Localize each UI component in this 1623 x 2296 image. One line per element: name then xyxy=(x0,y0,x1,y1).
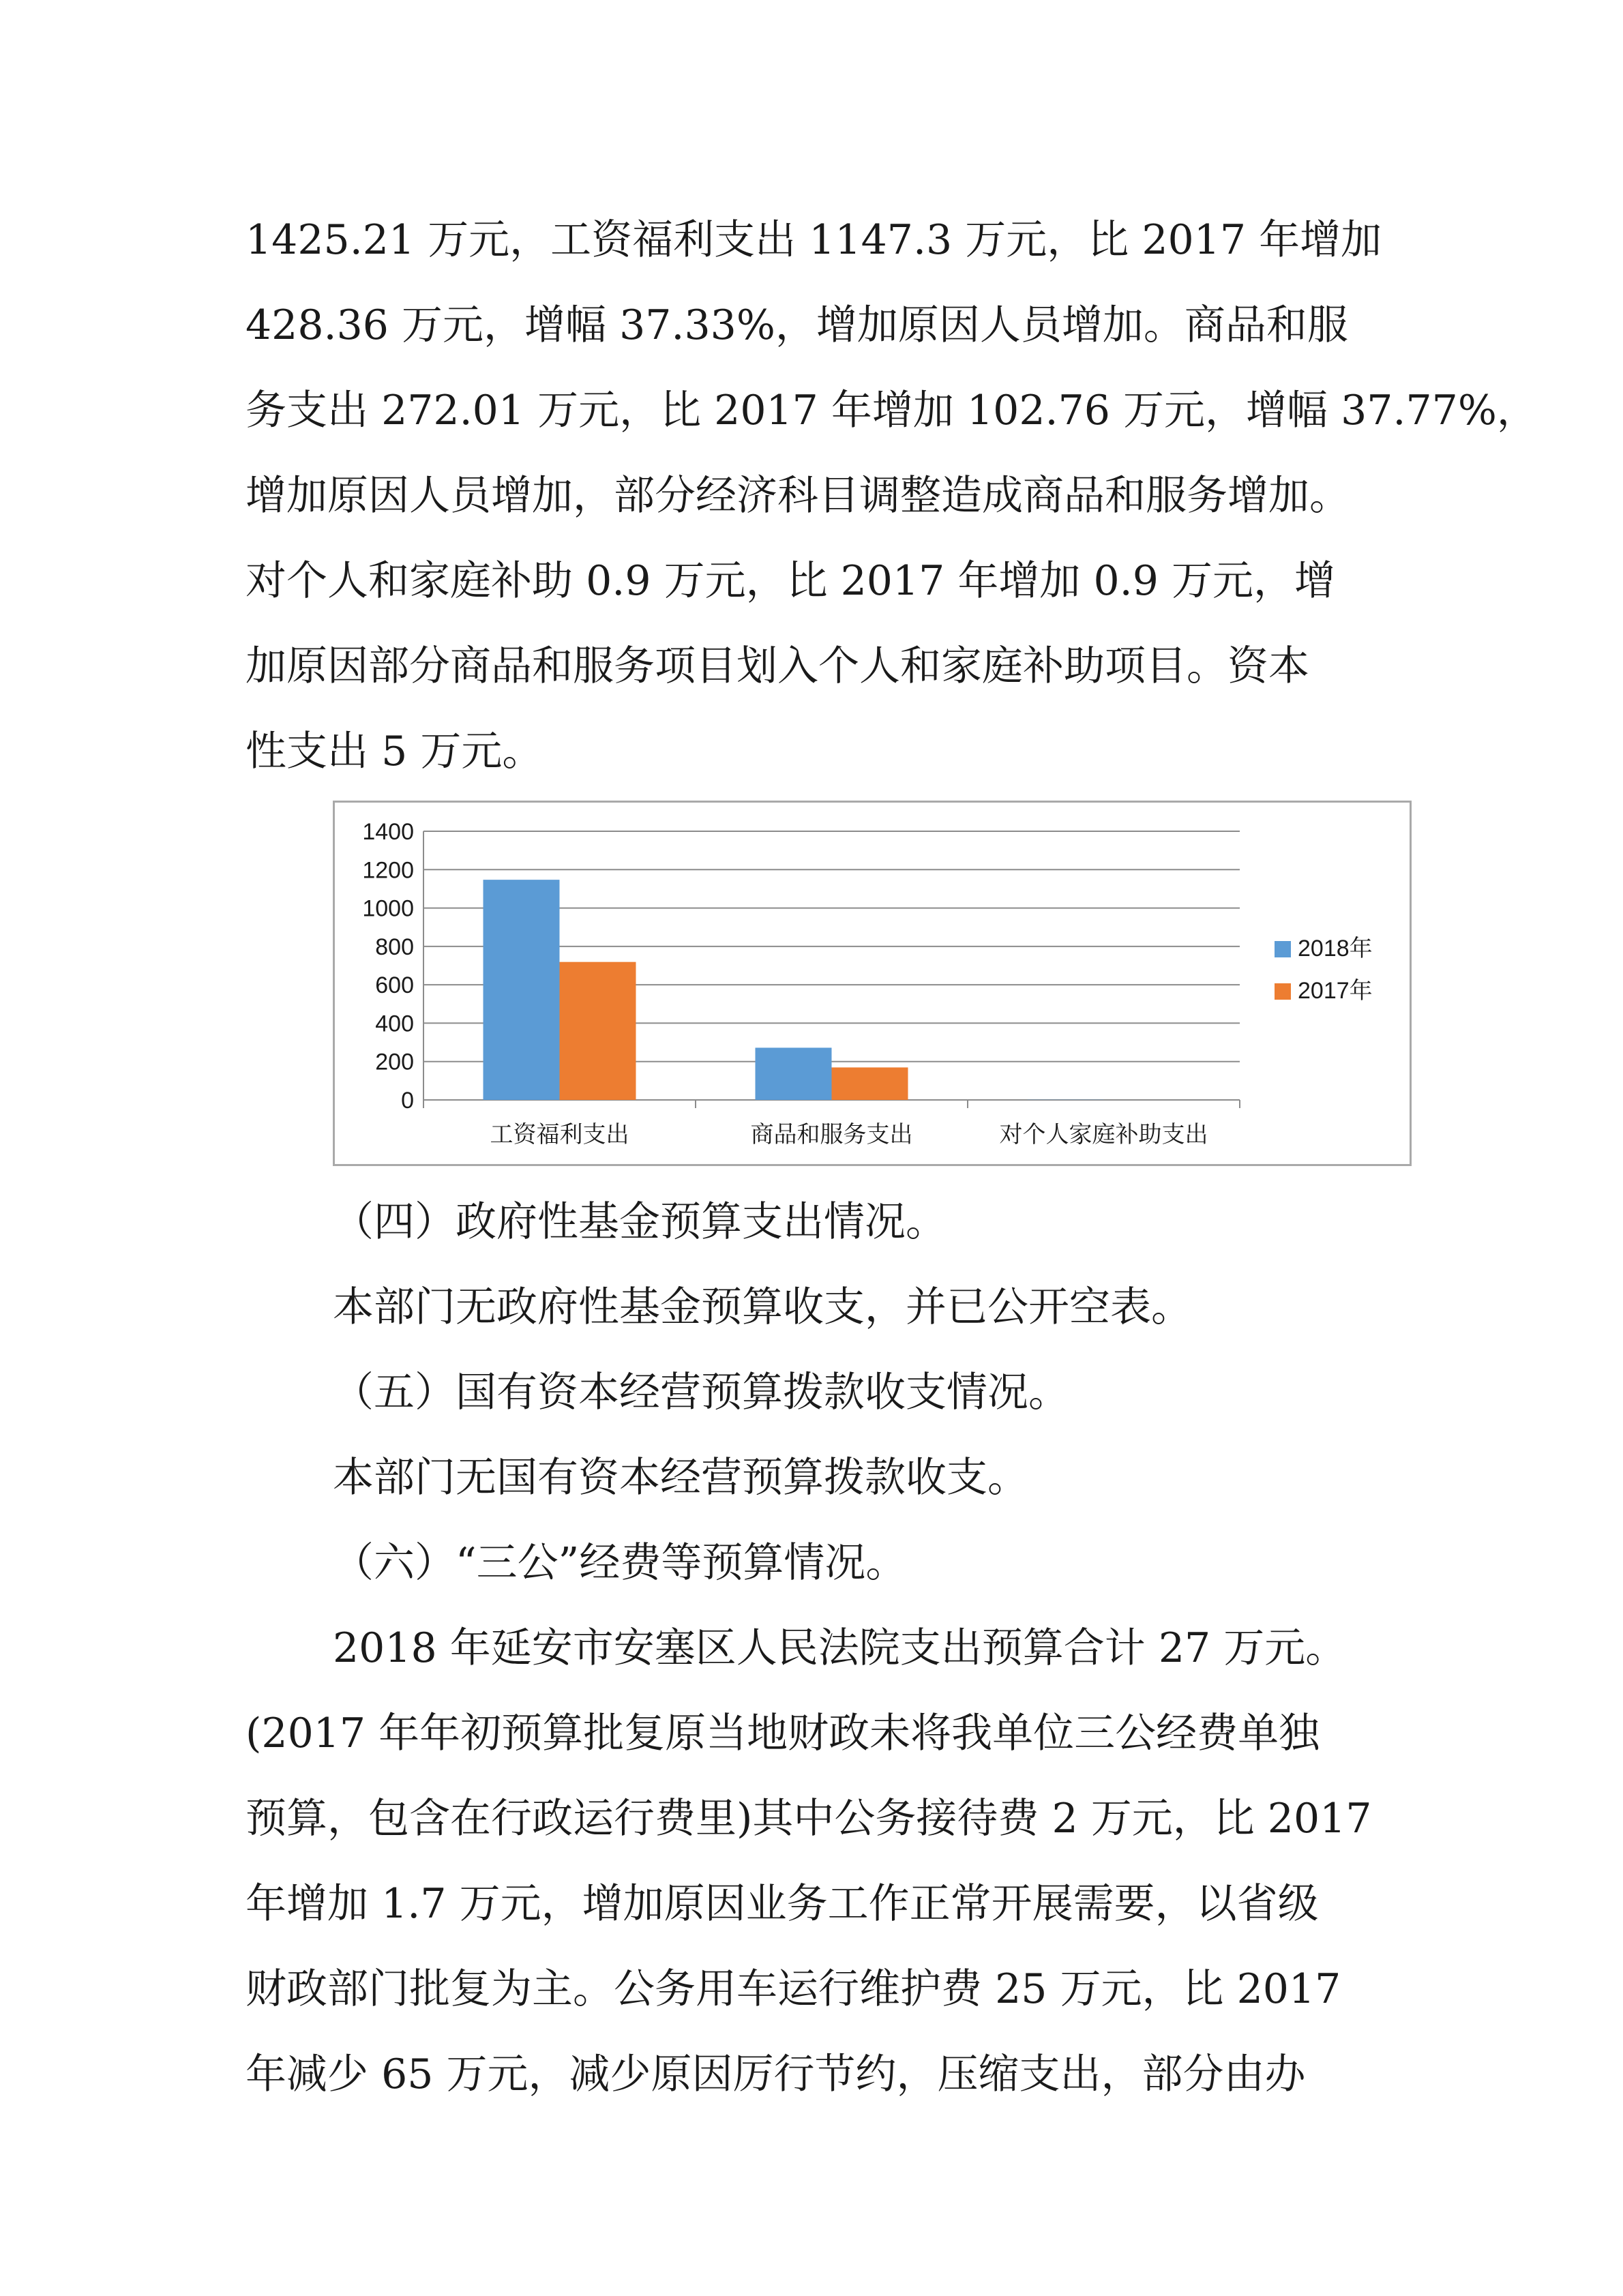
legend-swatch xyxy=(1275,941,1291,957)
text-line: 增加原因人员增加，部分经济科目调整造成商品和服务增加。 xyxy=(245,472,1350,520)
y-tick-label: 1400 xyxy=(362,819,414,845)
text-line: 财政部门批复为主。公务用车运行维护费 25 万元，比 2017 xyxy=(245,1965,1341,2013)
text-line: 务支出 272.01 万元，比 2017 年增加 102.76 万元，增幅 37.77%， xyxy=(245,387,1538,434)
y-tick-label: 1200 xyxy=(362,857,414,884)
text-line: 对个人和家庭补助 0.9 万元，比 2017 年增加 0.9 万元，增 xyxy=(245,557,1335,605)
text-line: 性支出 5 万元。 xyxy=(245,728,544,775)
bar-series-2 xyxy=(832,1067,908,1100)
section-heading-three-public: （六）“三公”经费等预算情况。 xyxy=(333,1539,907,1587)
text-line: 加原因部分商品和服务项目划入个人和家庭补助项目。资本 xyxy=(245,642,1309,690)
bar-series-1 xyxy=(483,880,560,1100)
x-category-label: 对个人家庭补助支出 xyxy=(999,1121,1208,1148)
section-heading-government-fund: （四）政府性基金预算支出情况。 xyxy=(333,1198,947,1246)
text-line: 年减少 65 万元，减少原因厉行节约，压缩支出，部分由办 xyxy=(245,2051,1306,2098)
text-line: 1425.21 万元，工资福利支出 1147.3 万元，比 2017 年增加 xyxy=(245,216,1382,264)
legend-swatch xyxy=(1275,983,1291,1000)
text-line: 年增加 1.7 万元，增加原因业务工作正常开展需要，以省级 xyxy=(245,1880,1319,1928)
text-line: 预算，包含在行政运行费里)其中公务接待费 2 万元，比 2017 xyxy=(245,1795,1372,1843)
legend-label: 2017年 xyxy=(1298,978,1373,1004)
section-body-state-capital: 本部门无国有资本经营预算拨款收支。 xyxy=(333,1454,1028,1502)
bar-series-1 xyxy=(756,1047,832,1100)
text-line: (2017 年年初预算批复原当地财政未将我单位三公经费单独 xyxy=(245,1710,1320,1757)
section-body-government-fund: 本部门无政府性基金预算收支，并已公开空表。 xyxy=(333,1283,1192,1331)
y-tick-label: 400 xyxy=(375,1011,414,1037)
y-tick-label: 800 xyxy=(375,934,414,960)
bar-series-2 xyxy=(560,962,636,1100)
legend-label: 2018年 xyxy=(1298,936,1373,961)
y-tick-label: 200 xyxy=(375,1049,414,1075)
text-line: 2018 年延安市安塞区人民法院支出预算合计 27 万元。 xyxy=(333,1624,1347,1672)
text-line: 428.36 万元，增幅 37.33%，增加原因人员增加。商品和服 xyxy=(245,301,1348,349)
bar-chart-svg xyxy=(335,803,1410,1164)
x-category-label: 商品和服务支出 xyxy=(750,1121,913,1148)
y-tick-label: 1000 xyxy=(362,895,414,922)
x-category-label: 工资福利支出 xyxy=(490,1121,629,1148)
y-tick-label: 600 xyxy=(375,972,414,999)
y-tick-label: 0 xyxy=(401,1088,414,1114)
bar-chart xyxy=(333,801,1412,1166)
section-heading-state-capital: （五）国有资本经营预算拨款收支情况。 xyxy=(333,1369,1069,1416)
